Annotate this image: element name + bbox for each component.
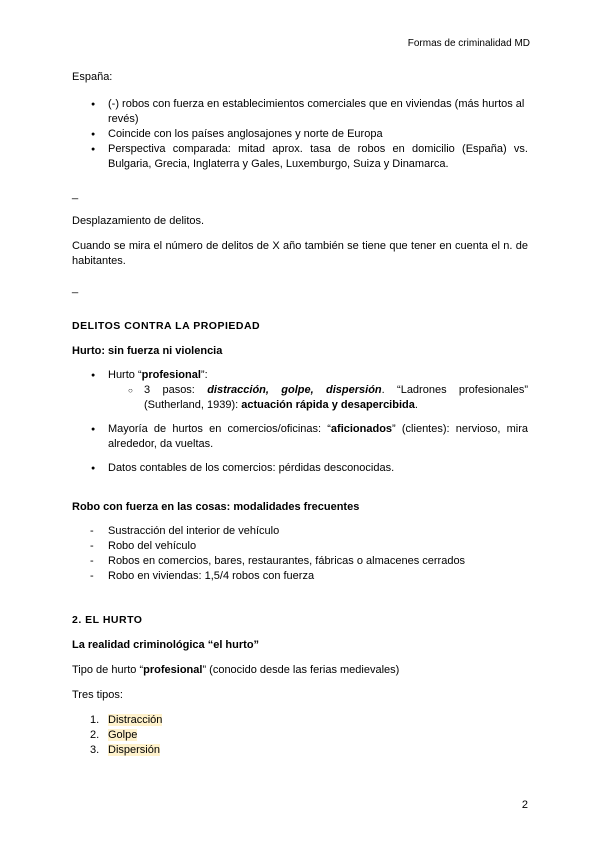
separator: _ [72, 282, 79, 294]
bullet-item: ● Perspectiva comparada: mitad aprox. tasa de robos en domicilio (España) vs. Bulgaria, Grecia, Inglaterra y Gales, Luxemburgo, Suiza y Dinamarca. [72, 142, 528, 172]
paragraph: Tres tipos: [72, 689, 123, 701]
subsection-heading: La realidad criminológica “el hurto” [72, 639, 260, 651]
sub-bullet-item: ○ 3 pasos: distracción, golpe, dispersión. “Ladrones profesionales” (Sutherland, 1939): actuación rápida y desapercibida. [72, 383, 528, 413]
page-content [72, 70, 528, 758]
page-header: Formas de criminalidad MD [407, 38, 530, 49]
separator: _ [72, 188, 79, 200]
bullet-item: ● Datos contables de los comercios: pérdidas desconocidas. [72, 461, 528, 476]
list-item: - Robo del vehículo [72, 539, 528, 554]
paragraph: Desplazamiento de delitos. [72, 215, 205, 227]
section-heading: DELITOS CONTRA LA PROPIEDAD [72, 320, 261, 332]
list-item: - Robos en comercios, bares, restaurantes, fábricas o almacenes cerrados [72, 554, 528, 569]
numbered-item: 1. Distracción [90, 714, 163, 726]
subsection-heading: Robo con fuerza en las cosas: modalidades frecuentes [72, 501, 360, 513]
list-item: - Sustracción del interior de vehículo [72, 524, 528, 539]
page-number: 2 [521, 799, 528, 811]
numbered-item: 3. Dispersión [90, 744, 160, 756]
paragraph: Cuando se mira el número de delitos de X año también se tiene que tener en cuenta el n. de habitantes. [72, 240, 528, 267]
section-heading: 2. EL HURTO [72, 614, 143, 626]
bullet-item: ● Mayoría de hurtos en comercios/oficinas: “aficionados” (clientes): nervioso, mira alrededor, da vueltas. [72, 422, 528, 452]
list-item: - Robo en viviendas: 1,5/4 robos con fuerza [72, 569, 528, 584]
paragraph: Tipo de hurto “profesional” (conocido desde las ferias medievales) [72, 664, 400, 676]
bullet-item: ● Coincide con los países anglosajones y norte de Europa [72, 127, 528, 142]
spain-heading: España: [72, 71, 113, 83]
bullet-item: ● (-) robos con fuerza en establecimientos comerciales que en viviendas (más hurtos al revés) [72, 97, 528, 127]
numbered-item: 2. Golpe [90, 729, 138, 741]
bullet-item: ● Hurto “profesional”: [72, 368, 528, 383]
subsection-heading: Hurto: sin fuerza ni violencia [72, 345, 223, 357]
